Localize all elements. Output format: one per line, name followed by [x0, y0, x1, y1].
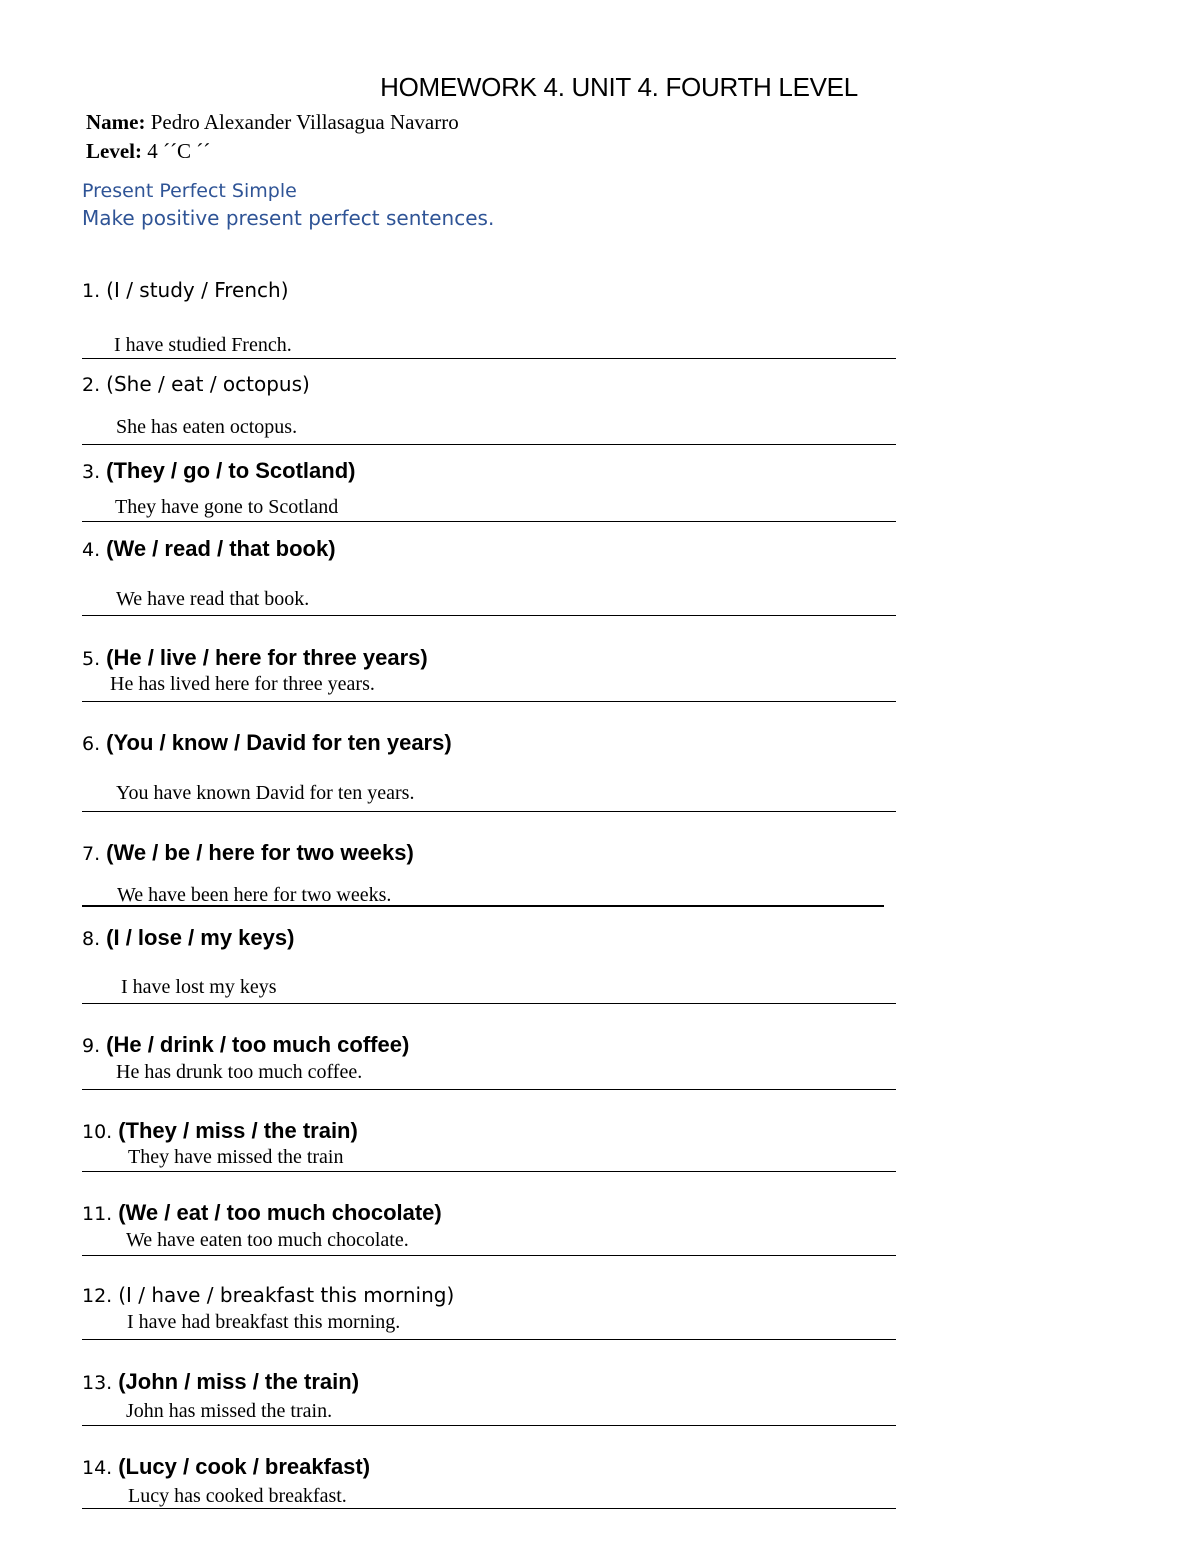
exercise-number: 3. [82, 461, 101, 483]
exercise-prompt-text: (He / drink / too much coffee) [106, 1032, 410, 1057]
exercise-prompt-text: (They / go / to Scotland) [106, 458, 356, 483]
student-level-line [86, 139, 210, 164]
exercise-prompt [82, 925, 294, 951]
exercise-prompt-text: (I / study / French) [106, 278, 289, 302]
exercise-prompt [82, 1200, 442, 1226]
answer-line [82, 1425, 896, 1426]
exercise-number: 14. [82, 1457, 113, 1479]
exercise-answer: We have been here for two weeks. [117, 884, 392, 906]
exercise-number: 13. [82, 1372, 113, 1394]
student-name-line [86, 110, 459, 135]
exercise-prompt [82, 1369, 359, 1395]
exercise-prompt [82, 372, 310, 396]
answer-line [82, 1089, 896, 1090]
exercise-prompt-text: (He / live / here for three years) [106, 645, 428, 670]
exercise-answer: They have gone to Scotland [115, 496, 339, 518]
exercise-prompt-text: (John / miss / the train) [118, 1369, 360, 1394]
instruction-text: Make positive present perfect sentences. [82, 206, 495, 230]
exercise-prompt-text: (You / know / David for ten years) [106, 730, 452, 755]
answer-line [82, 358, 896, 359]
exercise-prompt [82, 645, 428, 671]
exercise-prompt [82, 1032, 409, 1058]
exercise-number: 11. [82, 1203, 113, 1225]
exercise-prompt [82, 1283, 454, 1307]
exercise-prompt-text: (I / have / breakfast this morning) [118, 1283, 455, 1307]
exercise-prompt-text: (I / lose / my keys) [106, 925, 295, 950]
exercise-answer: They have missed the train [128, 1146, 344, 1168]
exercise-number: 10. [82, 1121, 113, 1143]
answer-line [82, 1508, 896, 1509]
exercise-prompt [82, 1118, 358, 1144]
page-title: HOMEWORK 4. UNIT 4. FOURTH LEVEL [380, 72, 858, 102]
exercise-number: 1. [82, 280, 101, 302]
exercise-prompt-text: (Lucy / cook / breakfast) [118, 1454, 371, 1479]
exercise-answer: We have eaten too much chocolate. [126, 1229, 409, 1251]
level-value: 4 ´´C ´´ [147, 139, 211, 163]
exercise-number: 12. [82, 1285, 113, 1307]
exercise-answer: He has lived here for three years. [110, 673, 375, 695]
answer-line [82, 1003, 896, 1004]
exercise-prompt [82, 1454, 370, 1480]
answer-line [82, 701, 896, 702]
exercise-prompt [82, 730, 452, 756]
exercise-prompt [82, 536, 336, 562]
answer-line [82, 811, 896, 812]
answer-line [82, 905, 884, 907]
exercise-prompt-text: (She / eat / octopus) [106, 372, 310, 396]
exercise-prompt-text: (We / be / here for two weeks) [106, 840, 414, 865]
topic-heading: Present Perfect Simple [82, 180, 297, 202]
name-label: Name: [86, 110, 146, 134]
exercise-answer: John has missed the train. [126, 1400, 333, 1422]
exercise-number: 5. [82, 648, 101, 670]
exercise-answer: I have had breakfast this morning. [127, 1311, 401, 1333]
exercise-number: 6. [82, 733, 101, 755]
answer-line [82, 1339, 896, 1340]
exercise-prompt-text: (They / miss / the train) [118, 1118, 358, 1143]
exercise-answer: I have lost my keys [121, 976, 277, 998]
exercise-answer: Lucy has cooked breakfast. [128, 1485, 347, 1507]
exercise-prompt [82, 840, 414, 866]
exercise-prompt [82, 458, 355, 484]
level-label: Level: [86, 139, 142, 163]
exercise-prompt-text: (We / read / that book) [106, 536, 336, 561]
answer-line [82, 521, 896, 522]
answer-line [82, 444, 896, 445]
exercise-answer: He has drunk too much coffee. [116, 1061, 363, 1083]
exercise-prompt [82, 278, 289, 302]
exercise-answer: I have studied French. [114, 334, 292, 356]
name-value: Pedro Alexander Villasagua Navarro [150, 110, 459, 134]
answer-line [82, 615, 896, 616]
exercise-number: 4. [82, 539, 101, 561]
exercise-number: 7. [82, 843, 101, 865]
exercise-prompt-text: (We / eat / too much chocolate) [118, 1200, 442, 1225]
exercise-answer: You have known David for ten years. [116, 782, 415, 804]
answer-line [82, 1255, 896, 1256]
exercise-number: 9. [82, 1035, 101, 1057]
exercise-answer: We have read that book. [116, 588, 310, 610]
exercise-number: 2. [82, 374, 101, 396]
exercise-number: 8. [82, 928, 101, 950]
answer-line [82, 1171, 896, 1172]
exercise-answer: She has eaten octopus. [116, 416, 298, 438]
